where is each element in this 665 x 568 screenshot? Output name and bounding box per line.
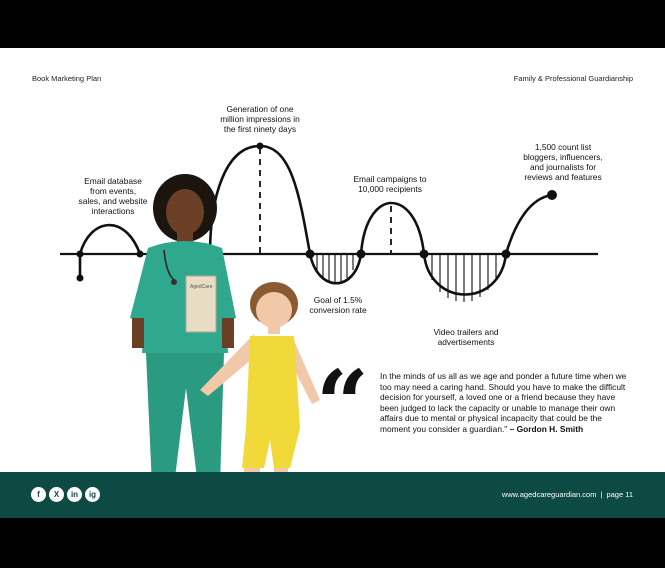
- footer-bar: [0, 472, 665, 518]
- nurse-folder-label: AgedCare: [190, 284, 213, 290]
- timeline-dot: [306, 250, 315, 259]
- header-subtitle: Family & Professional Guardianship: [513, 74, 633, 83]
- milestone-email-database: Email database from events, sales, and website interactions: [78, 176, 148, 216]
- quotation-mark-icon: “: [316, 350, 369, 458]
- milestone-video: Video trailers and advertisements: [433, 327, 499, 347]
- website-link[interactable]: www.agedcareguardian.com: [501, 490, 597, 499]
- milestone-impressions: Generation of one million impressions in the first ninety days: [220, 104, 300, 134]
- page-number: page 11: [606, 490, 633, 499]
- timeline-dot: [77, 275, 84, 282]
- linkedin-icon[interactable]: in: [67, 487, 82, 502]
- social-links: [31, 487, 100, 502]
- quote-text: In the minds of us all as we age and ponder a future time when we too may need a caring hand. Should you have to make the difficult decision for yourself, a loved one or a friend because they have been judged to lack the capacity or unable to manage their own affairs due to mental or physical incapacity that could be the moment you consider a guardian.": [380, 371, 627, 434]
- footer-info: [502, 490, 633, 499]
- facebook-icon[interactable]: f: [31, 487, 46, 502]
- quote-author: – Gordon H. Smith: [507, 423, 584, 434]
- timeline-dot: [420, 250, 429, 259]
- timeline-dot: [547, 190, 557, 200]
- timeline-dot: [502, 250, 511, 259]
- footer-separator: |: [600, 490, 603, 499]
- milestone-email-campaigns: Email campaigns to 10,000 recipients: [353, 174, 427, 194]
- instagram-icon[interactable]: ig: [85, 487, 100, 502]
- x-twitter-icon[interactable]: X: [49, 487, 64, 502]
- document-page: [0, 48, 665, 518]
- timeline-dot: [257, 143, 264, 150]
- milestone-count-list: 1,500 count list bloggers, influencers, and journalists for reviews and features: [523, 142, 603, 182]
- timeline-dot: [77, 251, 84, 258]
- milestone-conversion: Goal of 1.5% conversion rate: [309, 295, 367, 315]
- header-title: Book Marketing Plan: [32, 74, 102, 83]
- timeline-dot: [357, 250, 366, 259]
- quote-block: [380, 371, 632, 435]
- video-hatch: [432, 254, 496, 302]
